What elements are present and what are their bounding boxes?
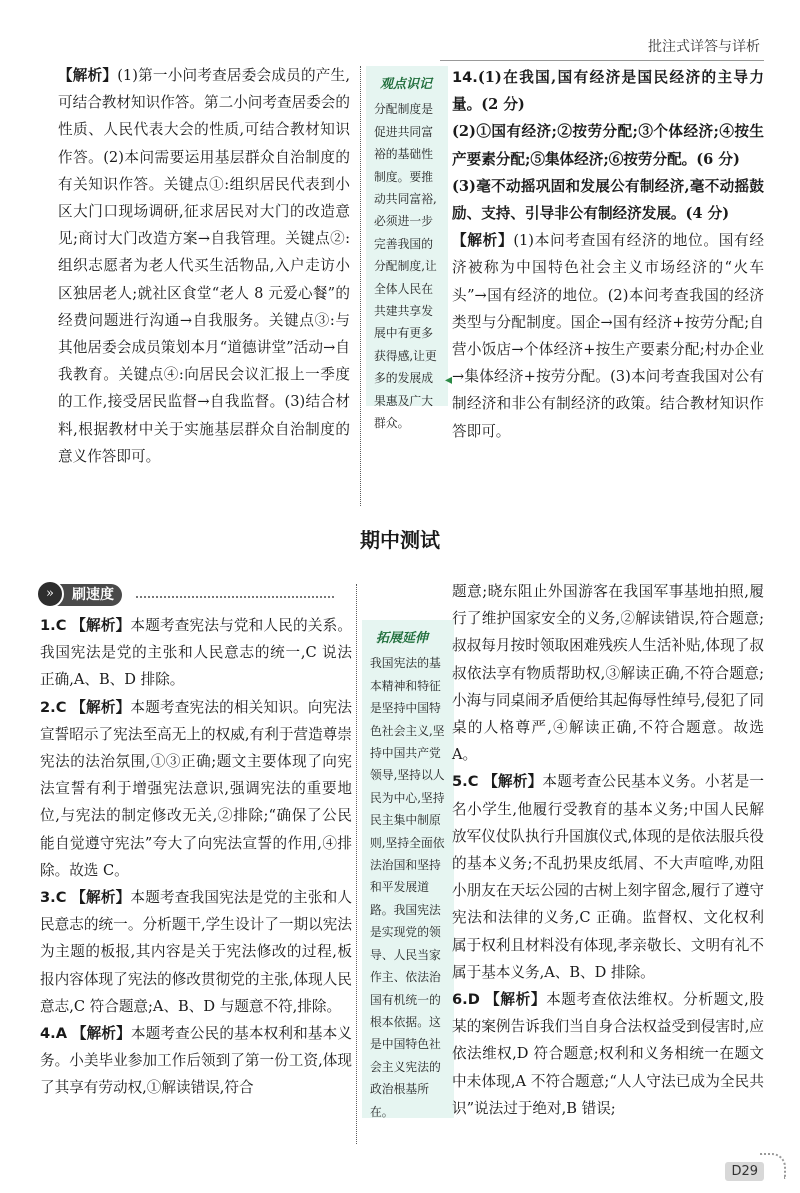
bottom-left-answers: [40, 612, 352, 1102]
bottom-right-answers: [452, 578, 764, 1122]
analysis-tag: 【解析】: [71, 698, 131, 716]
analysis-paragraph: [58, 62, 350, 470]
analysis-tag: 【解析】: [71, 1025, 131, 1043]
note-box-top: [366, 66, 448, 431]
arrow-left-icon: ◂: [445, 372, 453, 388]
page-number: D29: [725, 1162, 764, 1181]
answer-item: [452, 986, 764, 1122]
running-header: 批注式详答与详析: [648, 39, 760, 55]
answer-item: [452, 768, 764, 986]
answer-14-part3: (3)毫不动摇巩固和发展公有制经济,毫不动摇鼓励、支持、引导非公有制经济发展。(4 分): [452, 177, 764, 223]
answer-letter: C: [467, 773, 479, 791]
analysis-text: 本题考查宪法与党和人民的关系。我国宪法是党的主张和人民意志的统一,C 说法正确,A、B、D 排除。: [40, 617, 352, 689]
answer-item: [40, 612, 352, 694]
answer-letter: C: [55, 617, 67, 634]
answer-14-analysis: 【解析】(1)本问考查国有经济的地位。国有经济被称为中国特色社会主义市场经济的“火车头”→国有经济的地位。(2)本问考查我国的经济类型与分配制度。国企→国有经济+按劳分配;自营小饭店→个体经济+按生产要素分配;村办企业→集体经济+按劳分配。(3)本问考查我国对公有制经济和非公有制经济的政策。结合教材知识作答即可。: [452, 232, 764, 440]
answer-letter: C: [55, 889, 67, 907]
question-number: 14.: [452, 69, 478, 86]
speed-badge: 刷速度: [42, 584, 122, 606]
corner-decoration: [760, 1153, 786, 1179]
answer-14-part2: (2)①国有经济;②按劳分配;③个体经济;④按生产要素分配;⑤集体经济;⑥按劳分配。(6 分): [452, 123, 764, 168]
top-left-analysis: [58, 62, 350, 470]
answer-item: [40, 1020, 352, 1102]
analysis-text: 本题考查公民的基本权利和基本义务。小美毕业参加工作后领到了第一份工资,体现了其享有劳动权,①解读错误,符合: [40, 1025, 352, 1097]
analysis-tag: 【解析】: [58, 67, 118, 84]
analysis-tag: 【解析】: [71, 617, 131, 634]
analysis-tag: 【解析】: [485, 991, 547, 1009]
question-number: 6.: [452, 991, 468, 1009]
answer-letter: A: [55, 1025, 67, 1043]
answer-item: [40, 884, 352, 1020]
analysis-tag: 【解析】: [452, 232, 514, 250]
analysis-text: 题意;晓东阻止外国游客在我国军事基地拍照,履行了维护国家安全的义务,②解读错误,符合题意;叔叔每月按时领取困难残疾人生活补贴,体现了叔叔依法享有物质帮助权,③解读正确,不符合题意;小海与同桌闹矛盾便给其起侮辱性绰号,侵犯了同桌的人格尊严,④解读正确,不符合题意。故选 A。: [452, 583, 764, 764]
speed-icon: »: [36, 580, 64, 608]
analysis-tag: 【解析】: [71, 889, 131, 907]
question-number: 1.: [40, 617, 56, 634]
divider-bottom: [356, 584, 357, 1144]
note-text: 我国宪法的基本精神和特征是坚持中国特色社会主义,坚持中国共产党领导,坚持以人民为中心,坚持民主集中制原则,坚持全面依法治国和坚持和平发展道路。我国宪法是实现党的领导、人民当家作主、依法治国有机统一的根本依据。这是中国特色社会主义宪法的政治根基所在。: [370, 656, 445, 1119]
question-number: 5.: [452, 773, 468, 791]
divider-top: [360, 66, 361, 506]
analysis-text: 本题考查公民基本义务。小茗是一名小学生,他履行受教育的基本义务;中国人民解放军仪仗队执行升国旗仪式,体现的是依法服兵役的基本义务;不乱扔果皮纸屑、不大声喧哗,劝阻小朋友在天坛公园的古树上刻字留念,履行了遵守宪法和法律的义务,C 正确。监督权、文化权利属于权利且材料没有体现,孝亲敬长、文明有礼不属于基本义务,A、B、D 排除。: [452, 773, 764, 981]
note-title: 观点识记: [380, 77, 433, 92]
dotted-rule: [136, 596, 334, 598]
note-text: 分配制度是促进共同富裕的基础性制度。要推动共同富裕,必须进一步完善我国的分配制度,让全体人民在共建共享发展中有更多获得感,让更多的发展成果惠及广大群众。: [374, 102, 437, 431]
note-title: 拓展延伸: [376, 631, 429, 646]
analysis-tag: 【解析】: [483, 773, 543, 791]
note-box-bottom: [362, 620, 454, 1118]
answer-letter: D: [467, 991, 480, 1009]
analysis-text: 本题考查依法维权。分析题文,股某的案例告诉我们当自身合法权益受到侵害时,应依法维权,D 符合题意;权利和义务相统一在题文中未体现,A 不符合题意;“人人守法已成为全民共识”说法过于绝对,B 错误;: [452, 991, 764, 1117]
answer-item: [40, 694, 352, 884]
analysis-text: 本题考查宪法的相关知识。向宪法宣誓昭示了宪法至高无上的权威,有利于营造尊崇宪法的法治氛围,①③正确;题文主要体现了向宪法宣誓有利于增强宪法意识,强调宪法的重要地位,与宪法的制定修改无关,②排除;“确保了公民能自觉遵守宪法”夸大了向宪法宣誓的作用,④排除。故选 C。: [40, 698, 352, 879]
analysis-text: 本题考查我国宪法是党的主张和人民意志的统一。分析题干,学生设计了一期以宪法为主题的板报,其内容是关于宪法修改的过程,板报内容体现了宪法的修改贯彻党的主张,体现人民意志,C 符合题意;A、B、D 与题意不符,排除。: [40, 889, 352, 1015]
answer-item: [452, 578, 764, 768]
answer-14-part1: 14.(1)在我国,国有经济是国民经济的主导力量。(2 分): [452, 69, 764, 114]
answer-letter: C: [55, 698, 67, 716]
question-number: 2.: [40, 698, 56, 716]
analysis-text: (1)第一小问考查居委会成员的产生,可结合教材知识作答。第二小问考查居委会的性质、人民代表大会的性质,可结合教材知识作答。(2)本问需要运用基层群众自治制度的有关知识作答。关键点①:组织居民代表到小区大门口现场调研,征求居民对大门的改造意见;商讨大门改造方案→自我管理。关键点②:组织志愿者为老人代买生活物品,入户走访小区独居老人;就社区食堂“老人 8 元爱心餐”的经费问题进行沟通→自我服务。关键点③:与其他居委会成员策划本月“道德讲堂”活动→自我教育。关键点④:向居民会议汇报上一季度的工作,接受居民监督→自我监督。(3)结合材料,根据教材中关于实施基层群众自治制度的意义作答即可。: [58, 67, 350, 465]
top-right-answer: [452, 64, 764, 445]
header-rule: [440, 60, 764, 61]
question-number: 4.: [40, 1025, 56, 1043]
question-number: 3.: [40, 889, 56, 907]
section-title: 期中测试: [360, 528, 440, 552]
